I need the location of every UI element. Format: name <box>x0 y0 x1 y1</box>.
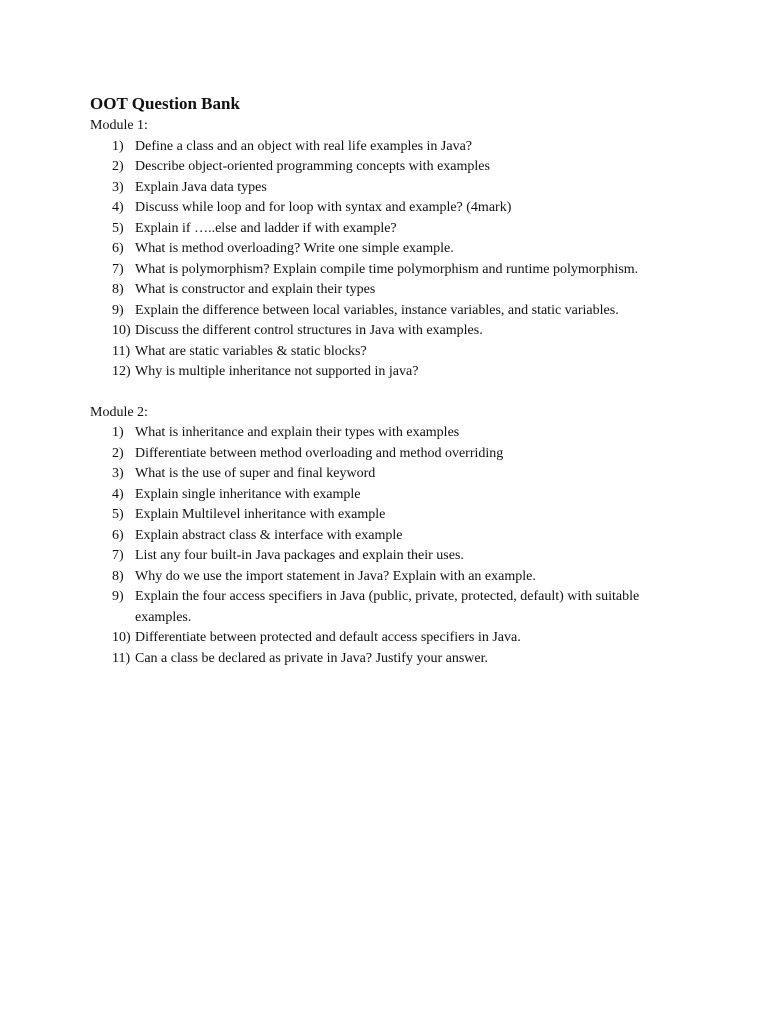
question-number: 8) <box>112 568 124 584</box>
question-number: 10) <box>112 630 131 645</box>
question-item <box>90 260 730 281</box>
question-text: Explain single inheritance with example <box>135 486 361 502</box>
question-number: 3) <box>112 466 124 481</box>
question-item <box>90 362 730 383</box>
question-item <box>90 321 730 342</box>
question-number: 6) <box>112 241 124 256</box>
question-item <box>90 301 730 322</box>
question-item <box>90 546 730 567</box>
question-number: 1) <box>112 138 124 154</box>
modules-container <box>90 116 730 669</box>
question-text: Discuss the different control structures in Java with examples. <box>135 323 483 338</box>
question-item <box>90 157 730 178</box>
question-text: Can a class be declared as private in Java? Justify your answer. <box>135 650 488 666</box>
module-heading: Module 1: <box>90 118 148 133</box>
question-number: 5) <box>112 220 124 236</box>
question-text: Explain abstract class & interface with example <box>135 527 403 543</box>
question-text: Differentiate between method overloading and method overriding <box>135 445 504 461</box>
question-item <box>90 464 730 485</box>
question-text: Describe object-oriented programming concepts with examples <box>135 159 490 174</box>
question-item <box>90 137 730 158</box>
question-item <box>90 649 730 670</box>
question-number: 1) <box>112 425 124 440</box>
question-text: What are static variables & static blocks? <box>135 343 367 359</box>
question-number: 11) <box>112 650 131 666</box>
question-number: 2) <box>112 445 124 461</box>
question-item <box>90 505 730 526</box>
question-item <box>90 444 730 465</box>
question-text: What is polymorphism? Explain compile time polymorphism and runtime polymorphism. <box>135 261 639 277</box>
question-item <box>90 239 730 260</box>
question-number: 4) <box>112 486 124 502</box>
question-number: 12) <box>112 364 131 379</box>
question-text: Explain the four access specifiers in Java (public, private, protected, default) with suitable examples. <box>135 589 640 625</box>
question-item <box>90 342 730 363</box>
question-item <box>90 423 730 444</box>
question-text: Differentiate between protected and default access specifiers in Java. <box>135 630 521 645</box>
question-number: 11) <box>112 343 131 359</box>
question-text: Explain Java data types <box>135 179 267 195</box>
question-item <box>90 198 730 219</box>
question-text: What is inheritance and explain their types with examples <box>135 425 460 440</box>
question-text: Why do we use the import statement in Java? Explain with an example. <box>135 568 536 584</box>
question-text: Explain if …..else and ladder if with example? <box>135 220 397 236</box>
question-number: 10) <box>112 323 131 338</box>
question-number: 2) <box>112 159 124 174</box>
question-number: 9) <box>112 302 124 318</box>
question-list <box>90 423 730 669</box>
module-heading: Module 2: <box>90 404 148 420</box>
question-item <box>90 587 730 628</box>
question-item <box>90 526 730 547</box>
question-number: 3) <box>112 179 124 195</box>
question-text: Explain Multilevel inheritance with example <box>135 507 386 522</box>
question-number: 8) <box>112 282 124 297</box>
question-number: 5) <box>112 507 124 522</box>
question-text: Explain the difference between local variables, instance variables, and static variables. <box>135 302 619 318</box>
module-1-section <box>90 116 730 383</box>
question-number: 6) <box>112 527 124 543</box>
question-text: What is method overloading? Write one simple example. <box>135 241 454 256</box>
document-content <box>90 92 730 669</box>
question-item <box>90 567 730 588</box>
question-number: 7) <box>112 261 124 277</box>
question-text: What is constructor and explain their types <box>135 282 376 297</box>
question-text: List any four built-in Java packages and explain their uses. <box>135 548 464 563</box>
question-item <box>90 280 730 301</box>
question-item <box>90 628 730 649</box>
question-item <box>90 219 730 240</box>
module-2-section <box>90 403 730 670</box>
question-list <box>90 137 730 383</box>
question-text: Why is multiple inheritance not supported in java? <box>135 364 419 379</box>
document-title: OOT Question Bank <box>90 94 240 113</box>
question-item <box>90 178 730 199</box>
question-item <box>90 485 730 506</box>
question-text: Define a class and an object with real life examples in Java? <box>135 138 473 154</box>
question-number: 9) <box>112 589 124 604</box>
question-number: 4) <box>112 200 124 215</box>
question-text: What is the use of super and final keyword <box>135 466 376 481</box>
question-number: 7) <box>112 548 124 563</box>
question-text: Discuss while loop and for loop with syntax and example? (4mark) <box>135 200 512 215</box>
